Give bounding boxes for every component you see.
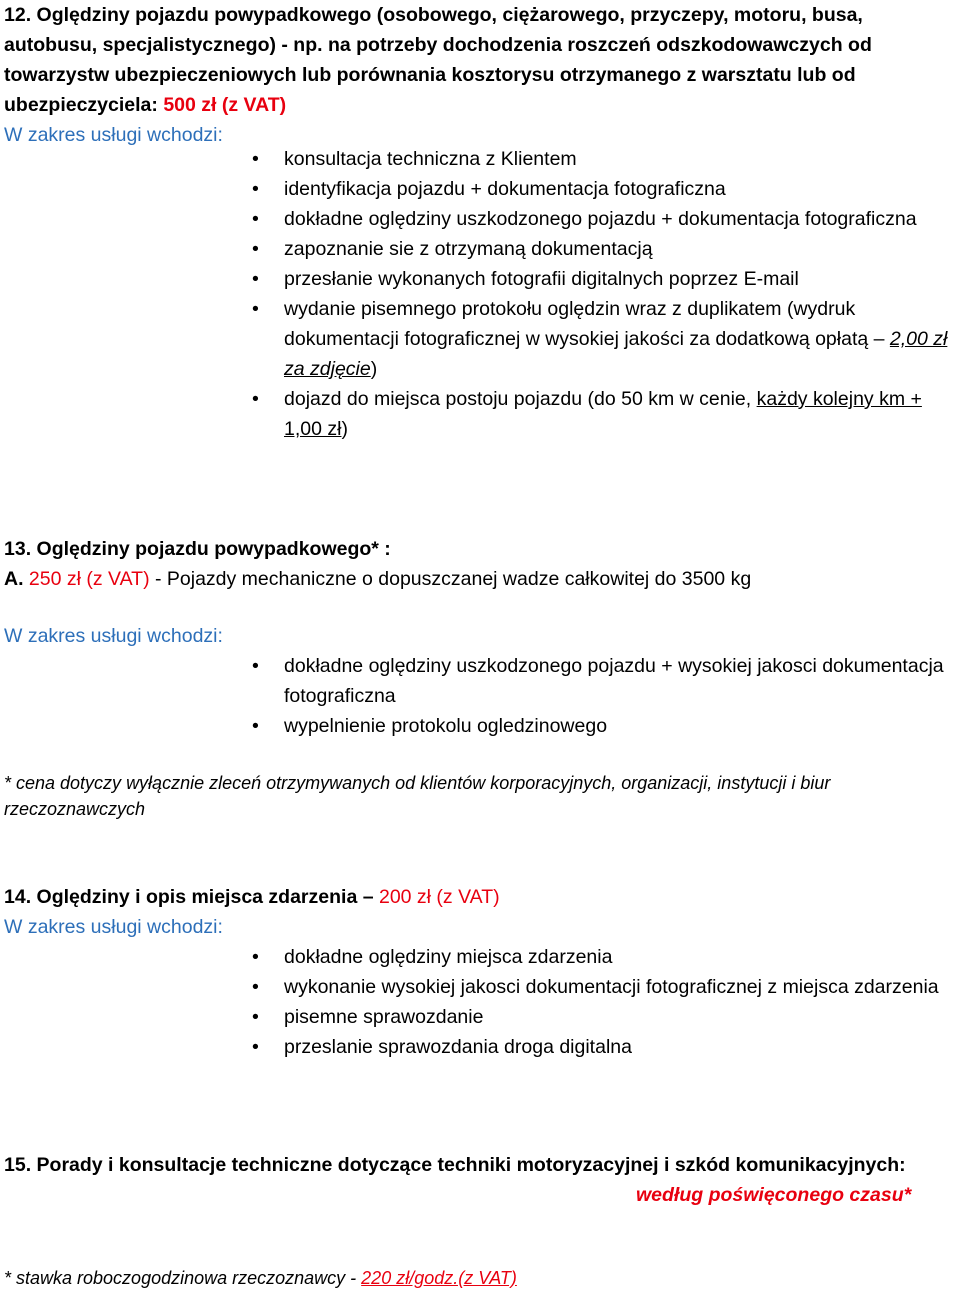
section-12-heading xyxy=(4,0,954,150)
section-12-price: 500 zł (z VAT) xyxy=(163,94,287,116)
section-13-desc: - Pojazdy mechaniczne o dopuszczanej wadze całkowitej do 3500 kg xyxy=(149,568,752,590)
section-13-note: * cena dotyczy wyłącznie zleceń otrzymywanych od klientów korporacyjnych, organizacji, instytucji i biur rzeczoznawczych xyxy=(4,773,831,819)
list-item: • dokładne oględziny miejsca zdarzenia xyxy=(250,942,950,972)
list-item: • konsultacja techniczna z Klientem xyxy=(250,144,950,174)
item-text: wydanie pisemnego protokołu oględzin wraz z duplikatem (wydruk dokumentacji fotograficznej w wysokiej jakości za dodatkową opłatą – xyxy=(284,298,890,350)
list-item xyxy=(250,294,950,384)
section-15-title: 15. Porady i konsultacje techniczne dotyczące techniki motoryzacyjnej i szkód komunikacyjnych: xyxy=(4,1154,906,1176)
section-12-scope-label: W zakres usługi wchodzi: xyxy=(4,124,223,146)
list-item: • wykonanie wysokiej jakosci dokumentacji fotograficznej z miejsca zdarzenia xyxy=(250,972,950,1002)
section-15-note xyxy=(4,1263,954,1293)
list-item: • dokładne oględziny uszkodzonego pojazdu + dokumentacja fotograficzna xyxy=(250,204,950,234)
section-13-price: 250 zł (z VAT) xyxy=(28,568,150,590)
item-text-end: ) xyxy=(341,418,348,440)
section-14-scope-label: W zakres usługi wchodzi: xyxy=(4,916,223,938)
extra-km-note: każdy kolejny km + 1,00 zł xyxy=(284,388,922,440)
section-14-price: 200 zł (z VAT) xyxy=(378,886,500,908)
section-15-price: według poświęconego czasu* xyxy=(636,1184,912,1206)
hourly-rate: 220 zł/godz.(z VAT) xyxy=(361,1268,517,1288)
section-14-title: 14. Oględziny i opis miejsca zdarzenia – xyxy=(4,886,379,908)
section-14-heading xyxy=(4,882,954,942)
section-14-list xyxy=(250,942,950,1062)
section-13-scope xyxy=(4,621,954,651)
list-item: • wypelnienie protokolu ogledzinowego xyxy=(250,711,950,741)
option-letter: A. xyxy=(4,568,24,590)
list-item: • zapoznanie sie z otrzymaną dokumentacją xyxy=(250,234,950,264)
section-13-scope-label: W zakres usługi wchodzi: xyxy=(4,625,223,647)
item-text-end: ) xyxy=(370,358,378,380)
section-13-heading xyxy=(4,534,954,594)
section-13-list xyxy=(250,651,950,741)
list-item: • przesłanie wykonanych fotografii digitalnych poprzez E-mail xyxy=(250,264,950,294)
section-13-title: 13. Oględziny pojazdu powypadkowego* : xyxy=(4,538,391,560)
item-text: dojazd do miejsca postoju pojazdu (do 50 km w cenie, xyxy=(284,388,757,410)
photo-price-note: 2,00 zł za zdjęcie xyxy=(284,328,948,380)
list-item: • przeslanie sprawozdania droga digitalna xyxy=(250,1032,950,1062)
list-item xyxy=(250,384,950,444)
section-12-list xyxy=(250,144,950,444)
section-12-title: 12. Oględziny pojazdu powypadkowego (osobowego, ciężarowego, przyczepy, motoru, busa, autobusu, specjalistycznego) - np. na potrzeby dochodzenia roszczeń odszkodowawczych od towarzystw ubezpieczeniowych lub porównania kosztorysu otrzymanego z warsztatu lub od ubezpieczyciela: xyxy=(4,4,872,116)
rate-label: * stawka roboczogodzinowa rzeczoznawcy - xyxy=(4,1268,362,1288)
list-item: • pisemne sprawozdanie xyxy=(250,1002,950,1032)
list-item: • identyfikacja pojazdu + dokumentacja fotograficzna xyxy=(250,174,950,204)
list-item: • dokładne oględziny uszkodzonego pojazdu + wysokiej jakosci dokumentacja fotograficzna xyxy=(250,651,950,711)
